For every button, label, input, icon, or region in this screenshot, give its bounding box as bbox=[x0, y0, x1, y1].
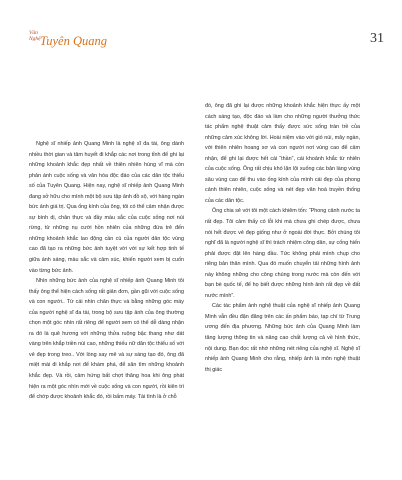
paragraph-continued: đó, ông đã ghi lại được những khoảnh khắc hiện thực ấy một cách sáng tạo, độc đáo và làm cho những người thưởng thức tác phẩm nghệ thuật cảm thấy được sức sống tràn trề của những cảm xúc không lời. Hoài niệm vào với gió núi, mây ngàn, với thiên nhiên hoang sơ và con người nơi vùng cao để cảm nhận, để ghi lại được hết cái “thần”, cái khoảnh khắc từ nhiên của cuộc sống. Ông rất chịu khó lặn lội xuống các bản làng vùng sâu vùng cao để thu vào ống kính của mình cái đẹp của phong cảnh thiên nhiên, cuộc sống và nét đẹp văn hoá truyền thống của các dân tộc. bbox=[205, 103, 360, 204]
paragraph: Các tác phẩm ảnh nghệ thuật của nghệ sĩ nhiếp ảnh Quang Minh vẫn đều đặn đăng trên các ấn phẩm báo, tạp chí từ Trung ương đến địa phương. Những bức ảnh của Quang Minh làm tăng lượng thông tin và nâng cao chất lượng cả về hình thức, nội dung. Bạn đọc rất nhớ những nét riêng của nghệ sĩ. Nghệ sĩ nhiếp ảnh Quang Minh cho rằng, nhiếp ảnh là môn nghệ thuật thị giác bbox=[205, 303, 360, 373]
logo-line-nghe: Nghệ bbox=[29, 36, 41, 42]
logo-title: Tuyên Quang bbox=[40, 34, 108, 48]
paragraph: Ông chia sẻ với tôi một cách khiêm tốn: “Phong cảnh nước ta rất đẹp. Tôi cảm thấy có lỗi khi mà chưa ghi chép được, chưa nói hết được vẻ đẹp giống như ở ngoài đời thực. Bởi chúng tôi nghĩ đã là người nghệ sĩ thì trách nhiệm công dân, sự cống hiến phải được đặt lên hàng đầu. Tức không phải mình chụp cho riêng bản thân mình. Qua đó muốn chuyển tải những hình ảnh này không những cho công chúng trong nước mà còn đến với bạn bè quốc tế, để họ biết được những hình ảnh rất đẹp về đất nước mình”. bbox=[205, 208, 360, 299]
logo-line-van: Văn bbox=[29, 30, 38, 36]
paragraph: Nghệ sĩ nhiếp ảnh Quang Minh là nghệ sĩ đa tài, ông dành nhiều thời gian và tâm huyết đi khắp các nơi trong tỉnh để ghi lại những khoảnh khắc đẹp nhất về thiên nhiên hùng vĩ mà còn phản ánh cuộc sống và văn hóa độc đáo của các dân tộc thiểu số của Tuyên Quang. Hiện nay, nghệ sĩ nhiếp ảnh Quang Minh đang sở hữu cho mình một bộ sưu tập ảnh đồ sộ, với hàng ngàn bức ảnh giá trị. Qua ống kính của ông, tôi có thể cảm nhận được sự bình dị, chân thực và đầy màu sắc của cuộc sống nơi núi rừng, từ những nụ cười hồn nhiên của những đứa trẻ đến những khoảnh khắc lao động cần cù của người dân tộc vùng cao đã tạo ra những bức ảnh tuyệt vời với sự kết hợp tinh tế giữa ánh sáng, màu sắc và cảm xúc, khiến người xem bị cuốn vào từng bức ảnh. bbox=[29, 141, 184, 274]
left-column bbox=[29, 139, 184, 403]
page-number: 31 bbox=[370, 31, 384, 46]
paragraph: Nhìn những bức ảnh của nghệ sĩ nhiếp ảnh Quang Minh tôi thấy ông thể hiện cách sống rất giản đơn, gần gũi với cuộc sống và con người.. Từ cái nhìn chân thực và bằng những góc máy của người nghệ sĩ đa tài, trong bộ sưu tập ảnh của ông thường chọn một góc nhìn rất riêng để người xem có thể dễ dàng nhận ra đó là quê hương với những thửa ruộng bậc thang như dát vàng trên khắp triền núi cao, những thiếu nữ dân tộc thiểu số với vẻ đẹp trong treo.. Với lòng say mê và sự sáng tạo đó, ông đã miệt mài đi khắp nơi để khám phá, để săn tìm những khoảnh khắc đẹp. Và rồi, cảm hứng bất chợt thăng hoa khi ông phát hiện ra một góc nhìn mới về cuộc sống và con người, rồi kiên trì để chớp được khoảnh khắc đó, rồi bấm máy. Tài tình là ở chỗ bbox=[29, 278, 184, 401]
right-column bbox=[205, 101, 360, 375]
